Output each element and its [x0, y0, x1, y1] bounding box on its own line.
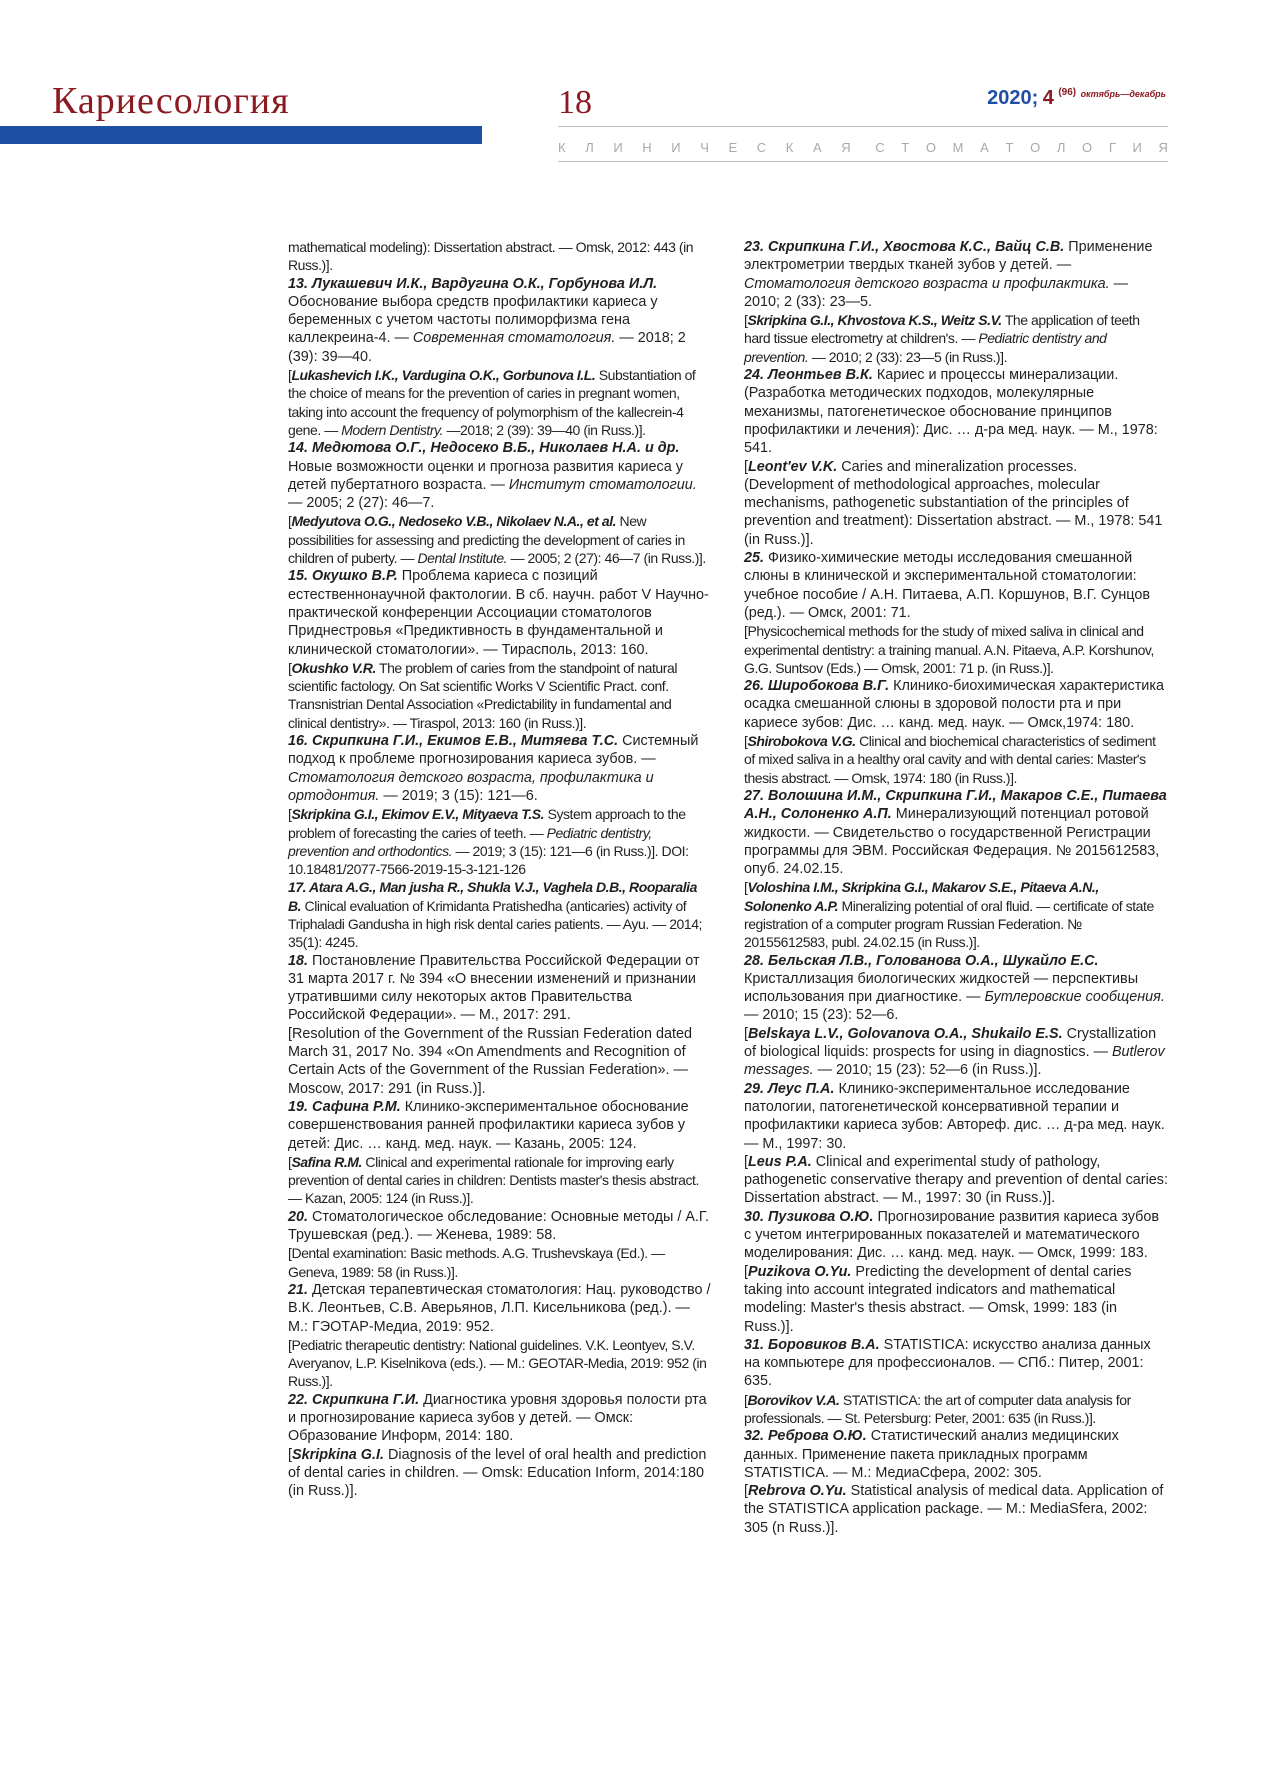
reference-entry [288, 238, 712, 275]
reference-entry [744, 1025, 1168, 1080]
ref-source: Dental Institute. [417, 550, 508, 567]
ref-authors: 16. Скрипкина Г.И., Екимов Е.В., Митяева Т.С. [288, 733, 619, 750]
header-accent-bar [0, 126, 482, 144]
reference-entry [288, 1153, 712, 1208]
reference-entry [744, 732, 1168, 787]
reference-entry [744, 1080, 1168, 1153]
references-right-column [744, 238, 1168, 1537]
ref-authors: 17. Atara A.G., Man jusha R., Shukla V.J., Vaghela D.B., Rooparalia B. [288, 879, 697, 914]
ref-text: Клинико-биохимическая характеристика осадка смешанной слюны в здоровой полости рта и при кариесе зубов: Дис. … канд. мед. наук. — Омск,1974: 180. [744, 678, 1164, 731]
ref-text: Обоснование выбора средств профилактики кариеса у беременных с учетом частоты полиморфизма гена каллекреина-4. — [288, 293, 658, 347]
ref-authors: 14. Медютова О.Г., Недосеко В.Б., Николаев Н.А. и др. [288, 440, 680, 457]
ref-source: Modern Dentistry. [341, 421, 444, 438]
ref-text: Кристаллизация биологических жидкостей — перспективы использования при диагностике. — [744, 970, 1139, 1006]
ref-text: Predicting the development of dental caries taking into account integrated indicators and mathematical modeling: Master's thesis abstract. — Omsk, 1999: 183 (in Russ.)]. [744, 1263, 1132, 1335]
ref-authors: 20. [288, 1208, 309, 1225]
reference-entry [288, 567, 712, 658]
ref-text: Постановление Правительства Российской Федерации от 31 марта 2017 г. № 394 «О внесении изменений и признании утратившими силу некоторых актов Правительства Российской Федерации». — М., 2017: 291. [288, 952, 700, 1024]
ref-source: Butlerov messages. [744, 1044, 1165, 1079]
ref-authors: 15. Окушко В.Р. [288, 568, 398, 585]
ref-text: Клинико-экспериментальное обоснование совершенствования ранней профилактики кариеса зубов у детей: Дис. … канд. мед. наук. — Казань, 2005: 124. [288, 1098, 689, 1152]
reference-entry [744, 1208, 1168, 1263]
reference-entry [744, 1153, 1168, 1208]
ref-text: Clinical evaluation of Krimidanta Pratishedha (anticaries) activity of Triphaladi Gandusha in high risk dental caries patients. — Ayu. — 2014; 35(1): 4245. [288, 897, 702, 951]
reference-entry [744, 952, 1168, 1025]
ref-authors: 27. Волошина И.М., Скрипкина Г.И., Макаров С.Е., Питаева А.Н., Солоненко А.П. [744, 787, 1167, 823]
ref-text: Clinical and biochemical characteristics of sediment of mixed saliva in a healthy oral cavity and with dental caries: Master's thesis abstract. — Omsk, 1974: 180 (in Russ.)]. [744, 733, 1156, 786]
ref-authors: 24. Леонтьев В.К. [744, 367, 873, 384]
ref-authors: 28. Бельская Л.В., Голованова О.А., Шукайло Е.С. [744, 952, 1099, 969]
ref-bracket: [ [744, 1025, 748, 1042]
subtitle-letter: О [1030, 140, 1041, 155]
ref-authors: 22. Скрипкина Г.И. [288, 1391, 420, 1408]
ref-text: System approach to the problem of forecasting the caries of teeth. — [288, 806, 686, 841]
ref-bracket: [ [288, 1446, 292, 1463]
ref-details: — 2005; 2 (27): 46—7. [288, 495, 435, 512]
header-rule-top [558, 126, 1168, 127]
ref-text: Диагностика уровня здоровья полости рта и прогнозирование кариеса зубов у детей. — Омск: Образование Информ, 2014: 180. [288, 1391, 707, 1445]
subtitle-letter: С [756, 140, 767, 155]
subtitle-letter: К [785, 140, 794, 155]
ref-bracket: [ [288, 659, 292, 676]
page-number: 18 [558, 84, 592, 121]
ref-text: Проблема кариеса с позиций естественнонаучной фактологии. В сб. научн. работ V Научно-практической конференции Ассоциации стоматологов Приднестровья «Предиктивность в фундаментальной и клинической стоматологии». — Тирасполь, 2013: 160. [288, 568, 709, 658]
reference-entry [288, 952, 712, 1025]
ref-source: Стоматология детского возраста и профилактика. [744, 275, 1110, 292]
ref-bracket: [ [288, 513, 292, 530]
ref-text: [Pediatric therapeutic dentistry: National guidelines. V.K. Leontyev, S.V. Averyanov, L.P. Kiselnikova (eds.). — M.: GEOTAR-Media, 2019: 952 (in Russ.)]. [288, 1336, 707, 1390]
ref-text: The problem of caries from the standpoint of natural scientific factology. On Sat scientific Works V Scientific Pract. conf. Transnistrian Dental Association «Predictability in fundamental and clinical dentistry». — Tiraspol, 2013: 160 (in Russ.)]. [288, 659, 677, 731]
ref-text: Клинико-экспериментальное исследование патологии, патогенетической консервативной терапии и профилактики кариеса зубов: Автореф. дис. … д-ра мед. наук. — М., 1997: 30. [744, 1080, 1165, 1152]
ref-text: Кариес и процессы минерализации. (Разработка методических подходов, молекулярные механизмы, патогенетическое обоснование принципов профилактики и лечения): Дис. … д-ра мед. наук. — М., 1978: 541. [744, 367, 1158, 457]
ref-text: STATISTICA: искусство анализа данных на компьютере для профессионалов. — СПб.: Питер, 2001: 635. [744, 1336, 1151, 1390]
reference-entry [288, 878, 712, 951]
subtitle-letter: А [980, 140, 989, 155]
ref-authors: 19. Сафина Р.М. [288, 1098, 401, 1115]
subtitle-letter: С [875, 140, 885, 155]
ref-text: Mineralizing potential of oral fluid. — certificate of state registration of a computer program Russian Federation. № 20155612583, publ. 24.02.15 (in Russ.)]. [744, 897, 1154, 951]
ref-authors: 29. Леус П.А. [744, 1080, 835, 1097]
ref-authors: Okushko V.R. [291, 659, 376, 676]
subtitle-letter: К [558, 140, 566, 155]
ref-details: — 2010; 2 (33): 23—5. [744, 275, 1129, 310]
reference-entry [744, 1263, 1168, 1336]
ref-text: Caries and mineralization processes. (Development of methodological approaches, molecular mechanisms, pathogenetic substantiation of the principles of prevention and treatment): Dissertation abstract. — M., 1978: 541 (in Russ.)]. [744, 458, 1163, 548]
ref-authors: Puzikova O.Yu. [748, 1263, 852, 1280]
header-rule-bottom [558, 161, 1168, 162]
ref-bracket: [ [744, 1263, 748, 1280]
ref-details: — 2010; 15 (23): 52—6. [744, 1007, 899, 1024]
subtitle-letter: Я [841, 140, 851, 155]
subtitle-letter: И [671, 140, 681, 155]
ref-text: Минерализующий потенциал ротовой жидкости. — Свидетельство о государственной Регистрации программы для ЭВМ. Российская Федерация. № 2015612583, опуб. 24.02.15. [744, 806, 1160, 878]
reference-entry [744, 878, 1168, 951]
reference-entry [288, 1208, 712, 1245]
ref-bracket: [ [744, 879, 748, 896]
ref-bracket: [ [288, 806, 292, 823]
ref-authors: 31. Боровиков В.А. [744, 1336, 880, 1353]
ref-authors: Leus P.A. [748, 1153, 812, 1170]
subtitle-letter: Н [642, 140, 652, 155]
ref-details: — 2019; 3 (15): 121—6 (in Russ.)]. DOI: 10.18481/2077-7566-2019-15-3-121-126 [288, 842, 689, 878]
reference-entry [288, 1446, 712, 1501]
subtitle-letter: А [812, 140, 822, 155]
ref-authors: Shirobokova V.G. [747, 733, 856, 750]
reference-entry [288, 1391, 712, 1446]
ref-bracket: [ [744, 1391, 748, 1408]
ref-details: — 2018; 2 (39): 39—40. [288, 330, 686, 365]
ref-text: Системный подход к проблеме прогнозирования кариеса зубов. — [288, 733, 699, 768]
reference-entry [744, 311, 1168, 366]
ref-bracket: [ [288, 367, 292, 384]
subtitle-letter: И [1132, 140, 1142, 155]
ref-authors: Rebrova O.Yu. [748, 1483, 847, 1500]
ref-text: Статистический анализ медицинских данных. Применение пакета прикладных программ STATISTICA. — М.: МедиаСфера, 2002: 305. [744, 1428, 1119, 1481]
reference-entry [744, 549, 1168, 622]
issue-months: октябрь—декабрь [1080, 89, 1166, 99]
reference-entry [744, 1482, 1168, 1537]
ref-text: [Dental examination: Basic methods. A.G. Trushevskaya (Ed.). — Geneva, 1989: 58 (in Russ.)]. [288, 1245, 665, 1280]
reference-entry [288, 439, 712, 512]
ref-authors: 30. Пузикова О.Ю. [744, 1208, 874, 1225]
ref-details: —2018; 2 (39): 39—40 (in Russ.)]. [443, 421, 646, 438]
ref-details: — 2010; 2 (33): 23—5 (in Russ.)]. [808, 348, 1008, 365]
subtitle-letter: Т [901, 140, 910, 155]
ref-authors: Safina R.M. [291, 1153, 362, 1170]
ref-authors: 13. Лукашевич И.К., Вардугина О.К., Горбунова И.Л. [288, 275, 658, 292]
ref-source: Стоматология детского возраста, профилактика и ортодонтия. [288, 769, 654, 804]
ref-text: Diagnosis of the level of oral health and prediction of dental caries in children. — Omsk: Education Inform, 2014:180 (in Russ.)]. [288, 1446, 707, 1500]
ref-bracket: [ [744, 1153, 748, 1170]
ref-source: Pediatric dentistry, prevention and orthodontics. [288, 824, 652, 859]
reference-entry [744, 622, 1168, 677]
ref-text: Clinical and experimental rationale for improving early prevention of dental caries in children: Dentists master's thesis abstract. — Kazan, 2005: 124 (in Russ.)]. [288, 1153, 699, 1207]
ref-text: Применение электрометрии твердых тканей зубов у детей. — [744, 239, 1153, 274]
ref-text: Стоматологическое обследование: Основные методы / А.Г. Трушевская (ред.). — Женева, 1989: 58. [288, 1208, 709, 1244]
subtitle-letter: Е [728, 140, 738, 155]
ref-source: Pediatric dentistry and prevention. [744, 330, 1107, 365]
ref-text: Прогнозирование развития кариеса зубов с учетом интегрированных показателей и математического моделирования: Дис. … канд. мед. наук. — Омск, 1999: 183. [744, 1208, 1160, 1262]
subtitle-word-2 [875, 141, 1168, 154]
reference-entry [744, 366, 1168, 457]
ref-source: Институт стоматологии. [508, 476, 697, 493]
ref-authors: Borovikov V.A. [747, 1391, 840, 1408]
reference-entry [288, 805, 712, 878]
references-left-column [288, 238, 712, 1500]
ref-authors: 18. [288, 952, 309, 969]
ref-bracket: [ [744, 312, 748, 329]
subtitle-letter: Г [1108, 140, 1116, 155]
ref-authors: Belskaya L.V., Golovanova O.A., Shukailo E.S. [748, 1025, 1063, 1042]
ref-text: Clinical and experimental study of pathology, pathogenetic conservative therapy and prevention of dental caries: Dissertation abstract. — M., 1997: 30 (in Russ.)]. [744, 1153, 1168, 1207]
subtitle-letter: О [1082, 140, 1093, 155]
ref-text: The application of teeth hard tissue electrometry at children's. — [744, 312, 1140, 347]
ref-text: Детская терапевтическая стоматология: Нац. руководство / В.К. Леонтьев, С.В. Аверьянов, Л.П. Кисельникова (ред.). — М.: ГЭОТАР-Медиа, 2019: 952. [288, 1281, 711, 1335]
ref-text: STATISTICA: the art of computer data analysis for professionals. — St. Petersburg: Peter, 2001: 635 (in Russ.)]. [744, 1391, 1131, 1426]
issue-number: 4 [1042, 87, 1054, 109]
subtitle-letter: М [952, 140, 964, 155]
subtitle-letter: Л [1056, 140, 1066, 155]
reference-entry [744, 1427, 1168, 1482]
journal-title: Кариесология [52, 80, 290, 122]
ref-authors: Leont'ev V.K. [748, 458, 838, 475]
issue-info [987, 88, 1166, 108]
subtitle-word-1 [558, 141, 851, 154]
ref-text: [Physicochemical methods for the study of mixed saliva in clinical and experimental dentistry: a training manual. A.N. Pitaeva, A.P. Korshunov, G.G. Suntsov (Eds.) — Omsk, 2001: 71 p. (in Russ.)]. [744, 623, 1154, 676]
issue-year: 2020; [987, 87, 1039, 109]
ref-source: Современная стоматология. [412, 330, 616, 347]
ref-authors: Voloshina I.M., Skripkina G.I., Makarov S.E., Pitaeva A.N., Solonenko A.P. [744, 879, 1099, 914]
ref-authors: 23. Скрипкина Г.И., Хвостова К.С., Вайц С.В. [744, 239, 1065, 255]
reference-entry [288, 1281, 712, 1336]
ref-text: Crystallization of biological liquids: prospects for using in diagnostics. — [744, 1025, 1157, 1061]
subtitle-letter: О [925, 140, 936, 155]
ref-authors: 26. Широбокова В.Г. [744, 678, 890, 695]
ref-authors: Lukashevich I.K., Vardugina O.K., Gorbunova I.L. [291, 367, 596, 384]
ref-authors: Skripkina G.I., Khvostova K.S., Weitz S.V. [747, 312, 1002, 329]
reference-entry [288, 1336, 712, 1391]
reference-entry [744, 1391, 1168, 1428]
reference-entry [744, 458, 1168, 549]
ref-text: Физико-химические методы исследования смешанной слюны в клинической и экспериментальной стоматологии: учебное пособие / А.Н. Питаева, А.П. Коршунов, В.Г. Сунцов (ред.). — Омск, 2001: 71. [744, 550, 1150, 621]
ref-details: — 2019; 3 (15): 121—6. [379, 787, 538, 804]
subtitle-letter: Ч [700, 140, 709, 155]
ref-authors: 21. [288, 1281, 309, 1298]
ref-text: Новые возможности оценки и прогноза развития кариеса у детей пубертатного возраста. — [288, 458, 683, 493]
ref-bracket: [ [288, 1153, 292, 1170]
reference-entry [288, 275, 712, 366]
ref-bracket: [ [744, 733, 748, 750]
ref-authors: Medyutova O.G., Nedoseko V.B., Nikolaev N.A., et al. [291, 513, 617, 530]
ref-authors: Skripkina G.I. [292, 1446, 384, 1463]
reference-entry [744, 1336, 1168, 1391]
ref-text: Statistical analysis of medical data. Application of the STATISTICA application package. — M.: MediaSfera, 2002: 305 (n Russ.)]. [744, 1483, 1164, 1536]
subtitle-letter: И [613, 140, 623, 155]
ref-details: — 2010; 15 (23): 52—6 (in Russ.)]. [813, 1062, 1042, 1079]
reference-entry [744, 677, 1168, 732]
reference-entry [288, 512, 712, 567]
ref-details: — 2005; 2 (27): 46—7 (in Russ.)]. [507, 550, 706, 567]
ref-text: New possibilities for assessing and predicting the development of caries in children of puberty. — [288, 513, 685, 567]
ref-bracket: [ [744, 1483, 748, 1500]
subtitle-letter: Я [1158, 140, 1168, 155]
ref-bracket: [ [744, 458, 748, 475]
reference-entry [288, 366, 712, 439]
reference-entry [288, 1098, 712, 1153]
issue-total-number: (96) [1058, 87, 1077, 98]
reference-entry [288, 659, 712, 732]
ref-text: mathematical modeling): Dissertation abstract. — Omsk, 2012: 443 (in Russ.)]. [288, 239, 694, 274]
reference-entry [288, 1244, 712, 1281]
ref-authors: Skripkina G.I., Ekimov E.V., Mityaeva T.S. [291, 806, 545, 823]
reference-entry [288, 732, 712, 805]
subtitle-letter: Т [1005, 140, 1014, 155]
reference-entry [744, 238, 1168, 311]
ref-source: Бутлеровские сообщения. [984, 989, 1165, 1006]
subtitle-letter: Л [585, 140, 594, 155]
ref-authors: 25. [744, 550, 765, 567]
reference-entry [744, 787, 1168, 878]
ref-text: [Resolution of the Government of the Russian Federation dated March 31, 2017 No. 394 «On Amendments and Recognition of Certain Acts of the Government of the Russian Federation». — Moscow, 2017: 291 (in Russ.)]. [288, 1025, 692, 1097]
ref-authors: 32. Реброва О.Ю. [744, 1428, 867, 1445]
reference-entry [288, 1025, 712, 1098]
journal-subtitle [558, 141, 1168, 154]
ref-text: Substantiation of the choice of means for the prevention of caries in pregnant women, taking into account the frequency of polymorphism of the kallecrein-4 gene. — [288, 367, 696, 438]
